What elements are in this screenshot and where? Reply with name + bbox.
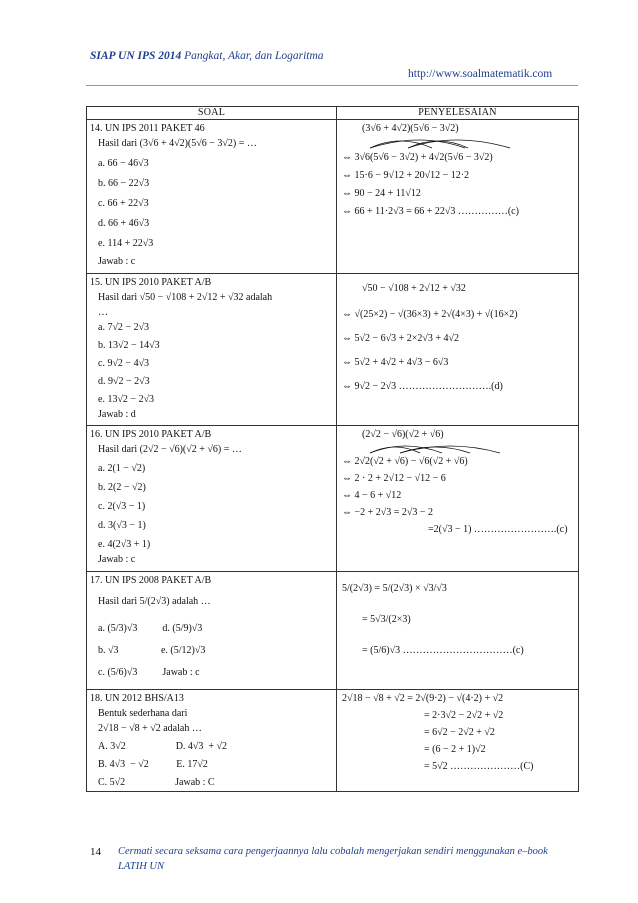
solution-step: (3√6 + 4√2)(5√6 − 3√2) (362, 123, 459, 134)
solution-step: ⇔ 5√2 − 6√3 + 2×2√3 + 4√2 (342, 333, 460, 344)
answer-key: Jawab : d (98, 409, 136, 420)
distribution-arrows-icon (360, 442, 560, 454)
footer-note: Cermati secara seksama cara pengerjaannya lalu cobalah mengerjakan sendiri menggunakan e–book LATIH UN (118, 846, 548, 872)
problem-table (86, 106, 579, 792)
solution-step: (2√2 − √6)(√2 + √6) (362, 429, 444, 440)
soal-cell (87, 690, 337, 792)
header-series: SIAP UN IPS 2014 (90, 50, 182, 62)
penyelesaian-cell (337, 120, 579, 274)
solution-step: ⇔ 3√6(5√6 − 3√2) + 4√2(5√6 − 3√2) (342, 152, 493, 163)
penyelesaian-cell (337, 572, 579, 690)
soal-cell (87, 274, 337, 426)
solution-step: = 2·3√2 − 2√2 + √2 (424, 710, 504, 721)
solution-step: ⇔ 9√2 − 2√3 ……………………….(d) (342, 381, 503, 392)
header-divider (86, 85, 578, 86)
solution-step: ⇔ −2 + 2√3 = 2√3 − 2 (342, 507, 434, 518)
options-b-e: b. √3 e. (5/12)√3 (98, 645, 206, 656)
option-d: d. 3(√3 − 1) (98, 520, 146, 531)
solution-step: 5/(2√3) = 5/(2√3) × √3/√3 (342, 583, 447, 594)
table-header-row (87, 107, 579, 120)
header-url[interactable]: http://www.soalmatematik.com (408, 68, 553, 80)
option-a: a. 7√2 − 2√3 (98, 322, 150, 333)
options-c-answer: C. 5√2 Jawab : C (98, 777, 215, 788)
header-topic: Pangkat, Akar, dan Logaritma (184, 50, 324, 62)
solution-step: = 5√3/(2×3) (362, 614, 411, 625)
solution-step: ⇔ √(25×2) − √(36×3) + 2√(4×3) + √(16×2) (342, 309, 518, 320)
question-text-continued: … (98, 307, 108, 318)
soal-cell (87, 426, 337, 572)
soal-cell (87, 572, 337, 690)
question-text: Hasil dari 5/(2√3) adalah … (98, 596, 211, 607)
solution-step: = (6 − 2 + 1)√2 (424, 744, 486, 755)
question-text: Bentuk sederhana dari (98, 708, 188, 719)
solution-step: √50 − √108 + 2√12 + √32 (362, 283, 466, 294)
question-text: Hasil dari (3√6 + 4√2)(5√6 − 3√2) = … (98, 138, 257, 149)
answer-key: Jawab : c (98, 554, 136, 565)
solution-step: ⇔ 90 − 24 + 11√12 (342, 188, 421, 199)
distribution-arrows-icon (360, 136, 560, 150)
solution-step: = (5/6)√3 ……………………………(c) (362, 645, 524, 656)
solution-step: ⇔ 2√2(√2 + √6) − √6(√2 + √6) (342, 456, 468, 467)
option-e: e. 4(2√3 + 1) (98, 539, 151, 550)
soal-cell (87, 120, 337, 274)
question-expression: 2√18 − √8 + √2 adalah … (98, 723, 202, 734)
options-a-d: A. 3√2 D. 4√3 + √2 (98, 741, 228, 752)
option-d: d. 9√2 − 2√3 (98, 376, 150, 387)
question-text: Hasil dari (2√2 − √6)(√2 + √6) = … (98, 444, 242, 455)
option-c: c. 66 + 22√3 (98, 198, 149, 209)
options-b-e: B. 4√3 − √2 E. 17√2 (98, 759, 208, 770)
table-row (87, 572, 579, 690)
table-row (87, 274, 579, 426)
question-title: 16. UN IPS 2010 PAKET A/B (90, 429, 212, 440)
options-c-answer: c. (5/6)√3 Jawab : c (98, 667, 200, 678)
solution-step: = 6√2 − 2√2 + √2 (424, 727, 495, 738)
question-text: Hasil dari √50 − √108 + 2√12 + √32 adalah (98, 292, 273, 303)
solution-step: = 5√2 …………………(C) (424, 761, 534, 772)
option-d: d. 66 + 46√3 (98, 218, 150, 229)
table-row (87, 690, 579, 792)
options-a-d: a. (5/3)√3 d. (5/9)√3 (98, 623, 203, 634)
option-b: b. 2(2 − √2) (98, 482, 146, 493)
solution-step: =2(√3 − 1) …………………….(c) (428, 524, 568, 535)
solution-step: 2√18 − √8 + √2 = 2√(9·2) − √(4·2) + √2 (342, 693, 504, 704)
column-header-soal: SOAL (87, 107, 337, 120)
option-b: b. 66 − 22√3 (98, 178, 150, 189)
solution-step: ⇔ 5√2 + 4√2 + 4√3 − 6√3 (342, 357, 449, 368)
solution-step: ⇔ 2 · 2 + 2√12 − √12 − 6 (342, 473, 446, 484)
option-c: c. 9√2 − 4√3 (98, 358, 150, 369)
table-row (87, 120, 579, 274)
question-title: 17. UN IPS 2008 PAKET A/B (90, 575, 212, 586)
question-title: 14. UN IPS 2011 PAKET 46 (90, 123, 205, 134)
question-title: 18. UN 2012 BHS/A13 (90, 693, 184, 704)
header-title (90, 50, 324, 62)
answer-key: Jawab : c (98, 256, 136, 267)
question-title: 15. UN IPS 2010 PAKET A/B (90, 277, 212, 288)
option-e: e. 114 + 22√3 (98, 238, 154, 249)
penyelesaian-cell (337, 690, 579, 792)
option-a: a. 2(1 − √2) (98, 463, 146, 474)
penyelesaian-cell (337, 274, 579, 426)
penyelesaian-cell (337, 426, 579, 572)
solution-step: ⇔ 66 + 11·2√3 = 66 + 22√3 ……………(c) (342, 206, 519, 217)
option-b: b. 13√2 − 14√3 (98, 340, 160, 351)
option-a: a. 66 − 46√3 (98, 158, 149, 169)
page-number: 14 (90, 846, 101, 858)
option-e: e. 13√2 − 2√3 (98, 394, 155, 405)
solution-step: ⇔ 4 − 6 + √12 (342, 490, 402, 501)
column-header-penyelesaian: PENYELESAIAN (337, 107, 579, 120)
table-row (87, 426, 579, 572)
option-c: c. 2(√3 − 1) (98, 501, 146, 512)
solution-step: ⇔ 15·6 − 9√12 + 20√12 − 12·2 (342, 170, 470, 181)
